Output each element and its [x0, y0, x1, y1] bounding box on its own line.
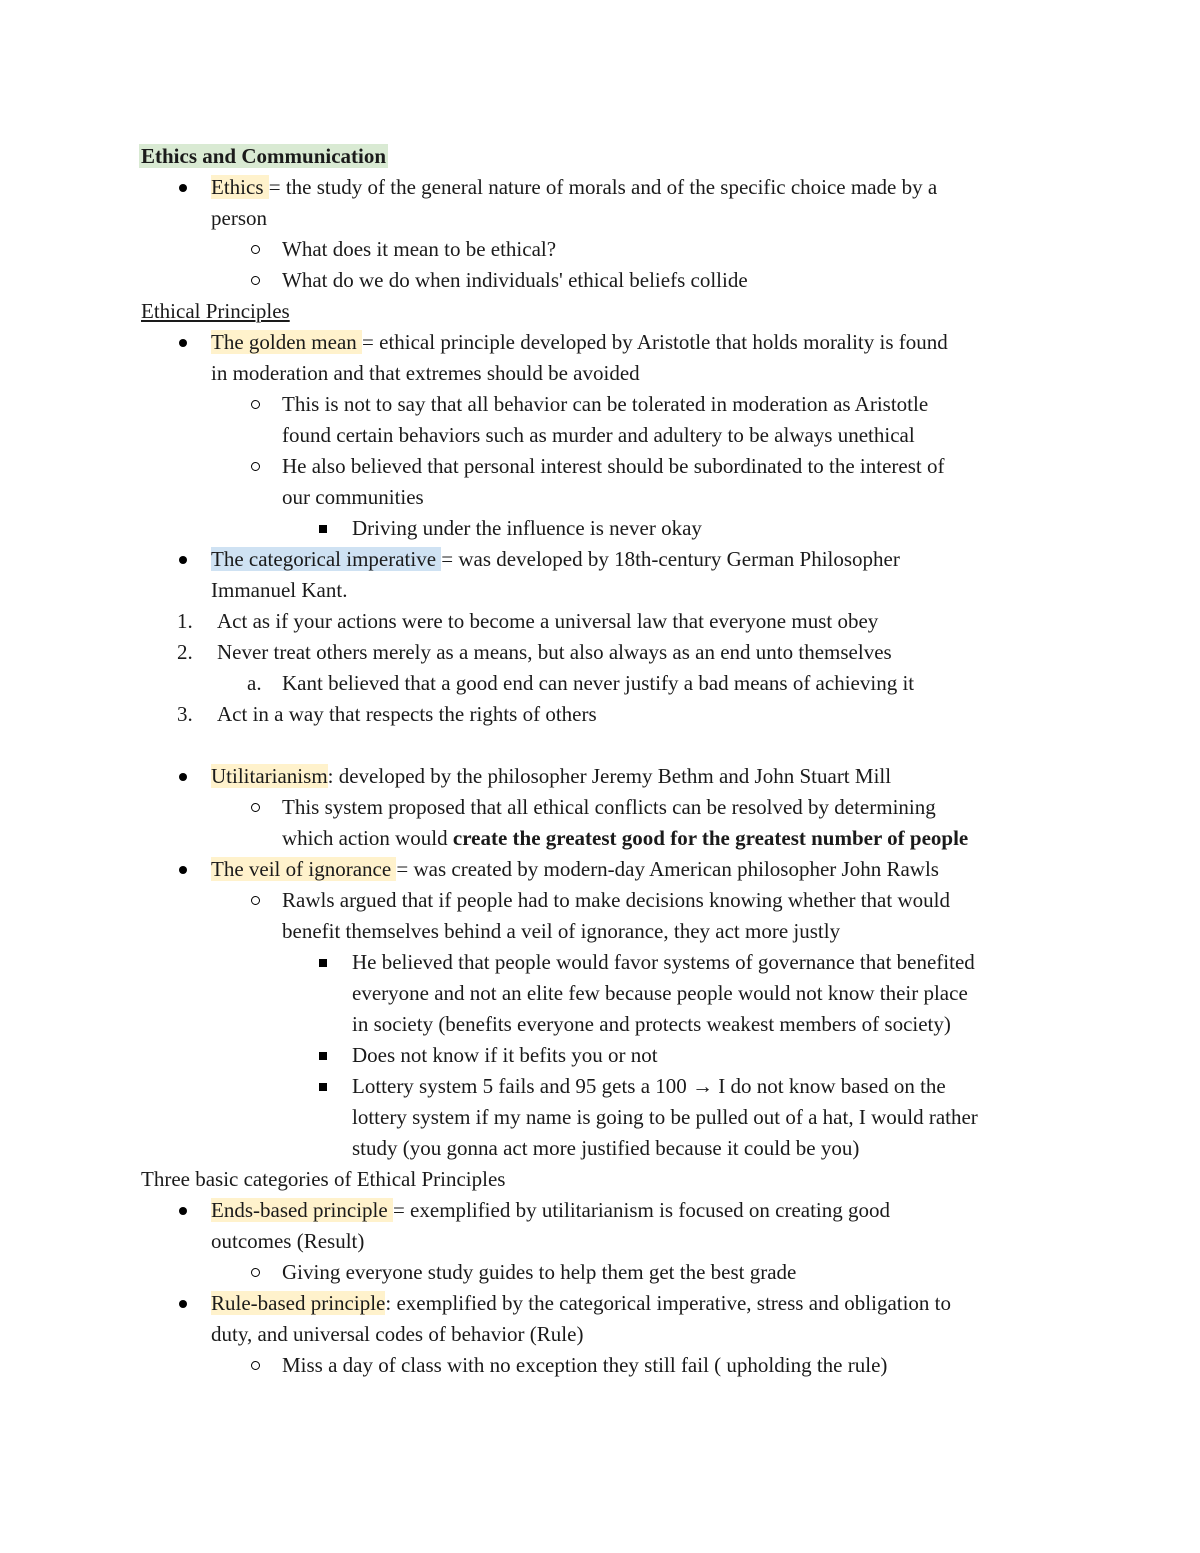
list-item-golden-mean [141, 327, 1071, 358]
list-item-veil-c [141, 1071, 1071, 1102]
util-sub-text-cont: which action would [282, 826, 453, 850]
list-item-continuation [141, 823, 1071, 854]
bullet-disc-icon [179, 172, 187, 203]
categorical-definition-cont: Immanuel Kant. [211, 578, 348, 602]
lettered-item-text: Kant believed that a good end can never justify a bad means of achieving it [282, 671, 915, 695]
list-item-golden-sub2 [141, 451, 1071, 482]
list-item-veil-sub [141, 885, 1071, 916]
term-golden-mean: The golden mean [211, 330, 363, 354]
numbered-item-3 [141, 699, 1071, 730]
list-item-continuation [141, 482, 1071, 513]
list-item-rule-based [141, 1288, 1071, 1319]
bullet-disc-icon [179, 1288, 187, 1319]
veil-c-text-cont: study (you gonna act more justified because it could be you) [352, 1136, 860, 1160]
numbered-item-text: Never treat others merely as a means, but also always as an end unto themselves [217, 640, 892, 664]
section-heading-text: Ethical Principles [141, 299, 290, 323]
doc-title-line [141, 141, 1071, 172]
bullet-circle-icon [251, 389, 260, 420]
list-item-golden-sub2a [141, 513, 1071, 544]
ends-definition: = exemplified by utilitarianism is focused on creating good [392, 1198, 891, 1222]
list-item-continuation [141, 1319, 1071, 1350]
list-item-continuation [141, 575, 1071, 606]
golden-mean-definition-cont: in moderation and that extremes should be avoided [211, 361, 640, 385]
bullet-disc-icon [179, 327, 187, 358]
golden-sub1-text-cont: found certain behaviors such as murder and adultery to be always unethical [282, 423, 915, 447]
list-item-continuation [141, 916, 1071, 947]
term-ethics: Ethics [211, 175, 269, 199]
term-ends-based: Ends-based principle [211, 1198, 393, 1222]
bullet-disc-icon [179, 854, 187, 885]
golden-sub2a-text: Driving under the influence is never okay [352, 516, 702, 540]
numbered-item-text: Act as if your actions were to become a universal law that everyone must obey [217, 609, 879, 633]
list-item-ends-sub [141, 1257, 1071, 1288]
list-item-ends-based [141, 1195, 1071, 1226]
numbered-item-1 [141, 606, 1071, 637]
list-item-continuation [141, 1102, 1071, 1133]
rule-definition-cont: duty, and universal codes of behavior (Rule) [211, 1322, 584, 1346]
veil-c-text-cont: lottery system if my name is going to be pulled out of a hat, I would rather [352, 1105, 978, 1129]
golden-sub2-text: He also believed that personal interest should be subordinated to the interest of [282, 454, 945, 478]
list-number: 3. [177, 702, 193, 726]
list-item-ethics-q2 [141, 265, 1071, 296]
golden-mean-definition: = ethical principle developed by Aristotle that holds morality is found [362, 330, 948, 354]
section-heading-ethical-principles [141, 296, 1071, 327]
bullet-circle-icon [251, 885, 260, 916]
list-item-categorical-imperative [141, 544, 1071, 575]
numbered-item-2 [141, 637, 1071, 668]
bullet-circle-icon [251, 451, 260, 482]
bullet-circle-icon [251, 1257, 260, 1288]
lettered-item-a [141, 668, 1071, 699]
list-item-veil-a [141, 947, 1071, 978]
ends-definition-cont: outcomes (Result) [211, 1229, 365, 1253]
bullet-circle-icon [251, 1350, 260, 1381]
list-item-continuation [141, 1133, 1071, 1164]
list-item-golden-sub1 [141, 389, 1071, 420]
bullet-disc-icon [179, 544, 187, 575]
term-rule-based: Rule-based principle [211, 1291, 386, 1315]
bullet-circle-icon [251, 792, 260, 823]
list-item-continuation [141, 978, 1071, 1009]
document-body [141, 141, 1071, 1381]
list-item-continuation [141, 203, 1071, 234]
veil-sub-text: Rawls argued that if people had to make decisions knowing whether that would [282, 888, 950, 912]
list-item-veil [141, 854, 1071, 885]
ethics-question-2: What do we do when individuals' ethical beliefs collide [282, 268, 748, 292]
bullet-circle-icon [251, 234, 260, 265]
golden-sub2-text-cont: our communities [282, 485, 424, 509]
list-letter: a. [247, 671, 262, 695]
bullet-disc-icon [179, 1195, 187, 1226]
list-item-ethics [141, 172, 1071, 203]
list-item-util-sub [141, 792, 1071, 823]
list-item-veil-b [141, 1040, 1071, 1071]
section-heading-three-categories [141, 1164, 1071, 1195]
blank-line [141, 730, 1071, 761]
term-utilitarianism: Utilitarianism [211, 764, 328, 788]
bullet-circle-icon [251, 265, 260, 296]
list-number: 1. [177, 609, 193, 633]
veil-c-text: Lottery system 5 fails and 95 gets a 100 → I do not know based on the [352, 1074, 946, 1098]
bullet-disc-icon [179, 761, 187, 792]
util-sub-text: This system proposed that all ethical conflicts can be resolved by determining [282, 795, 936, 819]
veil-sub-text-cont: benefit themselves behind a veil of ignorance, they act more justly [282, 919, 841, 943]
ethics-definition: = the study of the general nature of morals and of the specific choice made by a [268, 175, 938, 199]
utilitarianism-definition: : developed by the philosopher Jeremy Bethm and John Stuart Mill [327, 764, 892, 788]
ends-sub-text: Giving everyone study guides to help them get the best grade [282, 1260, 797, 1284]
bullet-square-icon [319, 513, 327, 544]
list-item-continuation [141, 358, 1071, 389]
veil-a-text: He believed that people would favor systems of governance that benefited [352, 950, 975, 974]
list-item-ethics-q1 [141, 234, 1071, 265]
doc-title: Ethics and Communication [141, 144, 387, 168]
veil-b-text: Does not know if it befits you or not [352, 1043, 658, 1067]
term-veil-of-ignorance: The veil of ignorance [211, 857, 397, 881]
ethics-definition-cont: person [211, 206, 267, 230]
ethics-question-1: What does it mean to be ethical? [282, 237, 557, 261]
categorical-definition: = was developed by 18th-century German Philosopher [441, 547, 900, 571]
list-number: 2. [177, 640, 193, 664]
golden-sub1-text: This is not to say that all behavior can be tolerated in moderation as Aristotle [282, 392, 929, 416]
list-item-continuation [141, 1009, 1071, 1040]
section-heading-text: Three basic categories of Ethical Principles [141, 1167, 506, 1191]
rule-sub-text: Miss a day of class with no exception they still fail ( upholding the rule) [282, 1353, 888, 1377]
veil-a-text-cont: in society (benefits everyone and protects weakest members of society) [352, 1012, 951, 1036]
bullet-square-icon [319, 1071, 327, 1102]
util-sub-emphasis: create the greatest good for the greatest number of people [452, 826, 969, 850]
bullet-square-icon [319, 1040, 327, 1071]
list-item-rule-sub [141, 1350, 1071, 1381]
list-item-continuation [141, 420, 1071, 451]
term-categorical-imperative: The categorical imperative [211, 547, 442, 571]
veil-definition: = was created by modern-day American philosopher John Rawls [396, 857, 939, 881]
rule-definition: : exemplified by the categorical imperative, stress and obligation to [385, 1291, 952, 1315]
list-item-continuation [141, 1226, 1071, 1257]
bullet-square-icon [319, 947, 327, 978]
veil-a-text-cont: everyone and not an elite few because people would not know their place [352, 981, 968, 1005]
numbered-item-text: Act in a way that respects the rights of others [217, 702, 597, 726]
list-item-utilitarianism [141, 761, 1071, 792]
